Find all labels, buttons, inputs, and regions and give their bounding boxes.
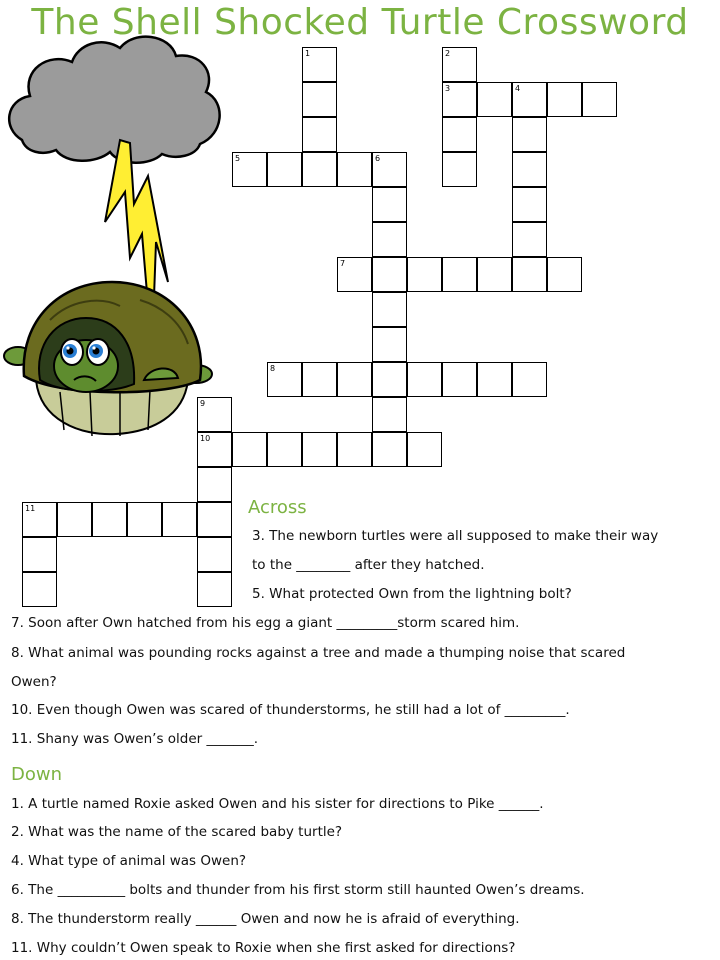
grid-cell[interactable] xyxy=(57,502,92,537)
grid-cell[interactable] xyxy=(92,502,127,537)
grid-cell[interactable] xyxy=(512,152,547,187)
grid-cell[interactable] xyxy=(512,222,547,257)
clue-across-8-line2: Owen? xyxy=(11,674,57,690)
clue-across-8-line1: 8. What animal was pounding rocks against a tree and made a thumping noise that scared xyxy=(11,645,626,661)
grid-cell[interactable] xyxy=(337,362,372,397)
grid-cell[interactable] xyxy=(22,572,57,607)
grid-cell[interactable] xyxy=(372,292,407,327)
grid-cell[interactable] xyxy=(302,362,337,397)
grid-cell[interactable] xyxy=(442,117,477,152)
grid-cell[interactable] xyxy=(197,537,232,572)
grid-cell[interactable] xyxy=(302,432,337,467)
grid-cell[interactable] xyxy=(372,187,407,222)
grid-cell[interactable] xyxy=(337,432,372,467)
grid-cell[interactable] xyxy=(512,362,547,397)
grid-cell[interactable] xyxy=(547,82,582,117)
grid-cell[interactable] xyxy=(477,257,512,292)
grid-cell[interactable] xyxy=(442,257,477,292)
grid-cell[interactable] xyxy=(407,257,442,292)
grid-cell[interactable] xyxy=(197,502,232,537)
clue-down-2: 2. What was the name of the scared baby turtle? xyxy=(11,824,343,840)
grid-cell[interactable] xyxy=(512,187,547,222)
grid-cell[interactable] xyxy=(477,82,512,117)
clue-number-10: 10 xyxy=(200,434,211,443)
clue-number-6: 6 xyxy=(375,154,381,163)
clue-down-11: 11. Why couldn’t Owen speak to Roxie when she first asked for directions? xyxy=(11,940,516,956)
grid-cell[interactable] xyxy=(197,467,232,502)
down-heading: Down xyxy=(11,764,63,785)
clue-number-11: 11 xyxy=(25,504,36,513)
grid-cell[interactable] xyxy=(302,117,337,152)
grid-cell[interactable] xyxy=(127,502,162,537)
grid-cell[interactable] xyxy=(372,397,407,432)
grid-cell[interactable] xyxy=(547,257,582,292)
clue-number-8: 8 xyxy=(270,364,276,373)
clue-across-5: 5. What protected Own from the lightning bolt? xyxy=(252,586,572,602)
clue-across-10: 10. Even though Owen was scared of thunderstorms, he still had a lot of _________. xyxy=(11,702,570,718)
grid-cell[interactable] xyxy=(372,327,407,362)
turtle-illustration xyxy=(0,0,260,450)
grid-cell[interactable] xyxy=(232,432,267,467)
storm-cloud-icon xyxy=(9,37,219,163)
clue-number-9: 9 xyxy=(200,399,206,408)
clue-number-4: 4 xyxy=(515,84,521,93)
grid-cell[interactable] xyxy=(477,362,512,397)
grid-cell[interactable] xyxy=(302,152,337,187)
clue-number-7: 7 xyxy=(340,259,346,268)
grid-cell[interactable] xyxy=(407,432,442,467)
grid-cell[interactable] xyxy=(442,362,477,397)
clue-across-7: 7. Soon after Own hatched from his egg a giant _________storm scared him. xyxy=(11,615,520,631)
grid-cell[interactable] xyxy=(372,432,407,467)
clue-across-3-line2: to the ________ after they hatched. xyxy=(252,557,485,573)
grid-cell[interactable] xyxy=(197,572,232,607)
clue-number-5: 5 xyxy=(235,154,241,163)
page-title: The Shell Shocked Turtle Crossword xyxy=(31,2,689,43)
grid-cell[interactable] xyxy=(267,152,302,187)
grid-cell[interactable] xyxy=(372,362,407,397)
clue-number-2: 2 xyxy=(445,49,451,58)
grid-cell[interactable] xyxy=(337,152,372,187)
clue-down-8: 8. The thunderstorm really ______ Owen and now he is afraid of everything. xyxy=(11,911,520,927)
clue-down-6: 6. The __________ bolts and thunder from his first storm still haunted Owen’s dreams. xyxy=(11,882,585,898)
clue-down-1: 1. A turtle named Roxie asked Owen and his sister for directions to Pike ______. xyxy=(11,796,544,812)
grid-cell[interactable] xyxy=(582,82,617,117)
clue-across-3-line1: 3. The newborn turtles were all supposed to make their way xyxy=(252,528,659,544)
across-heading: Across xyxy=(248,497,307,518)
grid-cell[interactable] xyxy=(512,257,547,292)
grid-cell[interactable] xyxy=(162,502,197,537)
grid-cell[interactable] xyxy=(22,537,57,572)
grid-cell[interactable] xyxy=(512,117,547,152)
turtle-icon xyxy=(4,282,212,436)
clue-across-11: 11. Shany was Owen’s older _______. xyxy=(11,731,259,747)
clue-number-1: 1 xyxy=(305,49,311,58)
clue-number-3: 3 xyxy=(445,84,451,93)
clue-down-4: 4. What type of animal was Owen? xyxy=(11,853,247,869)
grid-cell[interactable] xyxy=(267,432,302,467)
grid-cell[interactable] xyxy=(442,152,477,187)
grid-cell[interactable] xyxy=(302,82,337,117)
grid-cell[interactable] xyxy=(372,222,407,257)
grid-cell[interactable] xyxy=(372,257,407,292)
grid-cell[interactable] xyxy=(407,362,442,397)
